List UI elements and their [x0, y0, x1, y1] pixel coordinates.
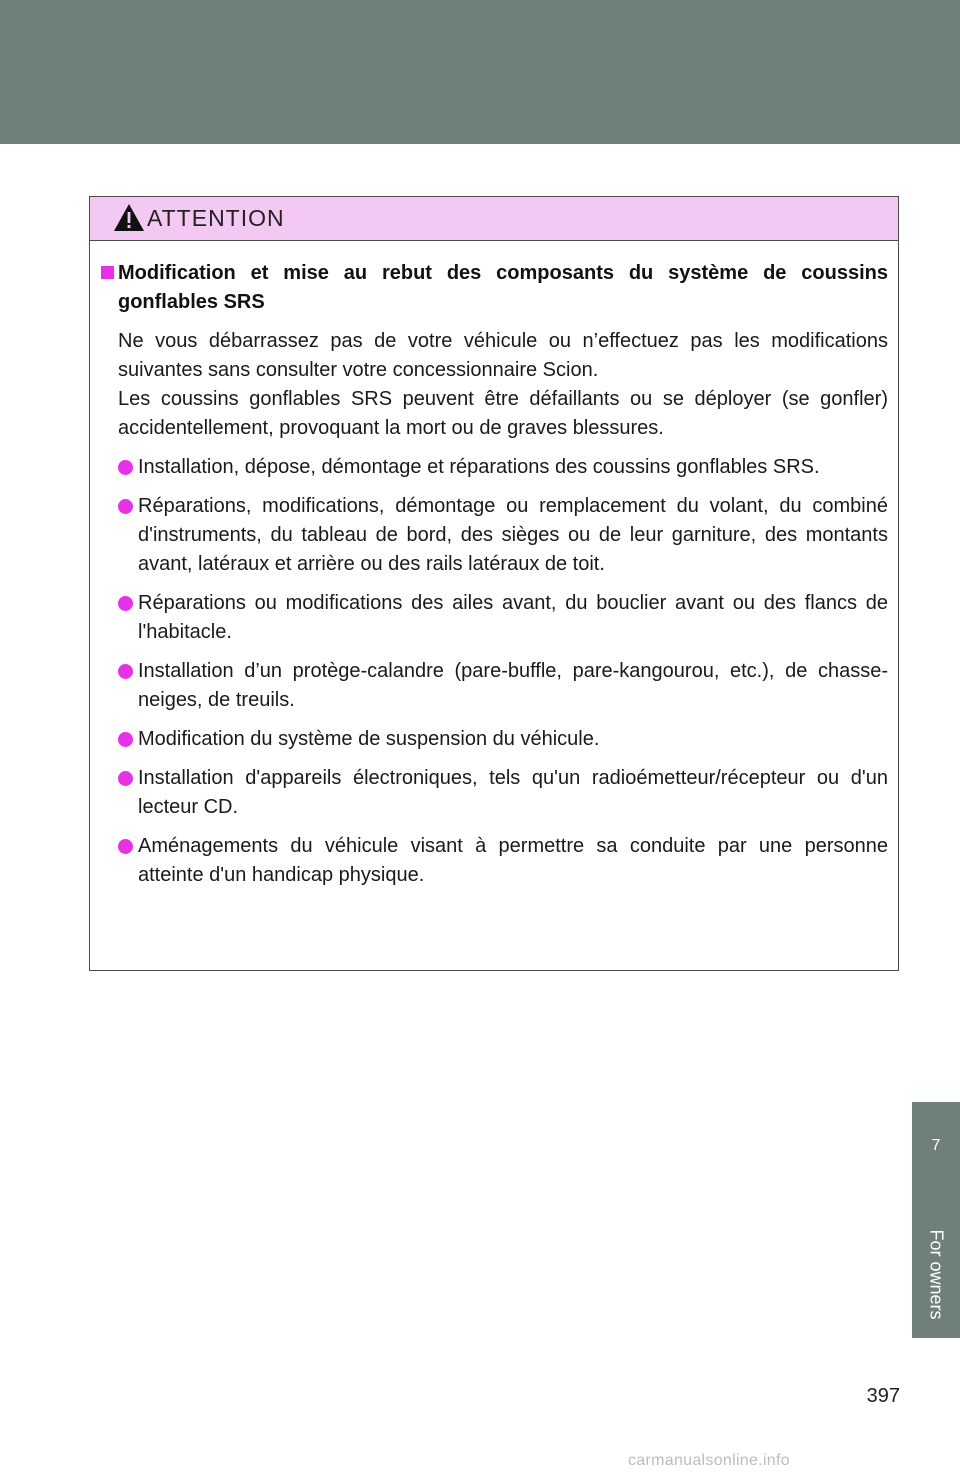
- list-item-text: Réparations, modifications, démontage ou remplacement du volant, du combiné d'instruments, du tableau de bord, des sièges ou de leur garniture, des montants avant, latéraux et arrière ou des rails latéraux de toit.: [138, 495, 888, 575]
- round-bullet-icon: [118, 596, 133, 611]
- attention-header: [90, 197, 898, 241]
- round-bullet-icon: [118, 839, 133, 854]
- list-item: [101, 764, 888, 822]
- round-bullet-icon: [118, 460, 133, 475]
- round-bullet-icon: [118, 732, 133, 747]
- section-title-text: Modification et mise au rebut des composants du système de coussins gonflables SRS: [118, 262, 888, 313]
- list-item-text: Installation, dépose, démontage et réparations des coussins gonflables SRS.: [138, 456, 820, 478]
- square-bullet-icon: [101, 266, 114, 279]
- list-item: [101, 832, 888, 890]
- round-bullet-icon: [118, 771, 133, 786]
- list-item-text: Installation d’un protège-calandre (pare-buffle, pare-kangourou, etc.), de chasse-neiges, de treuils.: [138, 660, 888, 711]
- list-item-text: Installation d'appareils électroniques, tels qu'un radioémetteur/récepteur ou d'un lecteur CD.: [138, 767, 888, 818]
- chapter-label-text: For owners: [926, 1228, 947, 1320]
- list-item-text: Réparations ou modifications des ailes avant, du bouclier avant ou des flancs de l'habitacle.: [138, 592, 888, 643]
- page-number: 397: [866, 1385, 900, 1407]
- attention-box: [89, 196, 899, 971]
- list-item-text: Modification du système de suspension du véhicule.: [138, 728, 600, 750]
- list-item: [101, 589, 888, 647]
- attention-body: [90, 241, 898, 890]
- list-item: [101, 657, 888, 715]
- watermark: carmanualsonline.info: [628, 1452, 790, 1469]
- list-item: [101, 453, 888, 482]
- chapter-number: 7: [931, 1137, 941, 1154]
- attention-title: ATTENTION: [147, 205, 285, 231]
- list-item: [101, 492, 888, 579]
- round-bullet-icon: [118, 499, 133, 514]
- round-bullet-icon: [118, 664, 133, 679]
- section-title: [101, 259, 888, 317]
- warning-triangle-icon: [113, 203, 145, 232]
- list-item-text: Aménagements du véhicule visant à permettre sa conduite par une personne atteinte d'un handicap physique.: [138, 835, 888, 886]
- top-header-band: [0, 0, 960, 144]
- list-item: [101, 725, 888, 754]
- chapter-label: [912, 1218, 960, 1330]
- paragraph-warning: Les coussins gonflables SRS peuvent être défaillants ou se déployer (se gonfler) accidentellement, provoquant la mort ou de graves blessures.: [118, 388, 888, 439]
- modification-list: [101, 453, 888, 890]
- paragraph-intro: Ne vous débarrassez pas de votre véhicule ou n’effectuez pas les modifications suivantes sans consulter votre concessionnaire Scion.: [118, 330, 888, 381]
